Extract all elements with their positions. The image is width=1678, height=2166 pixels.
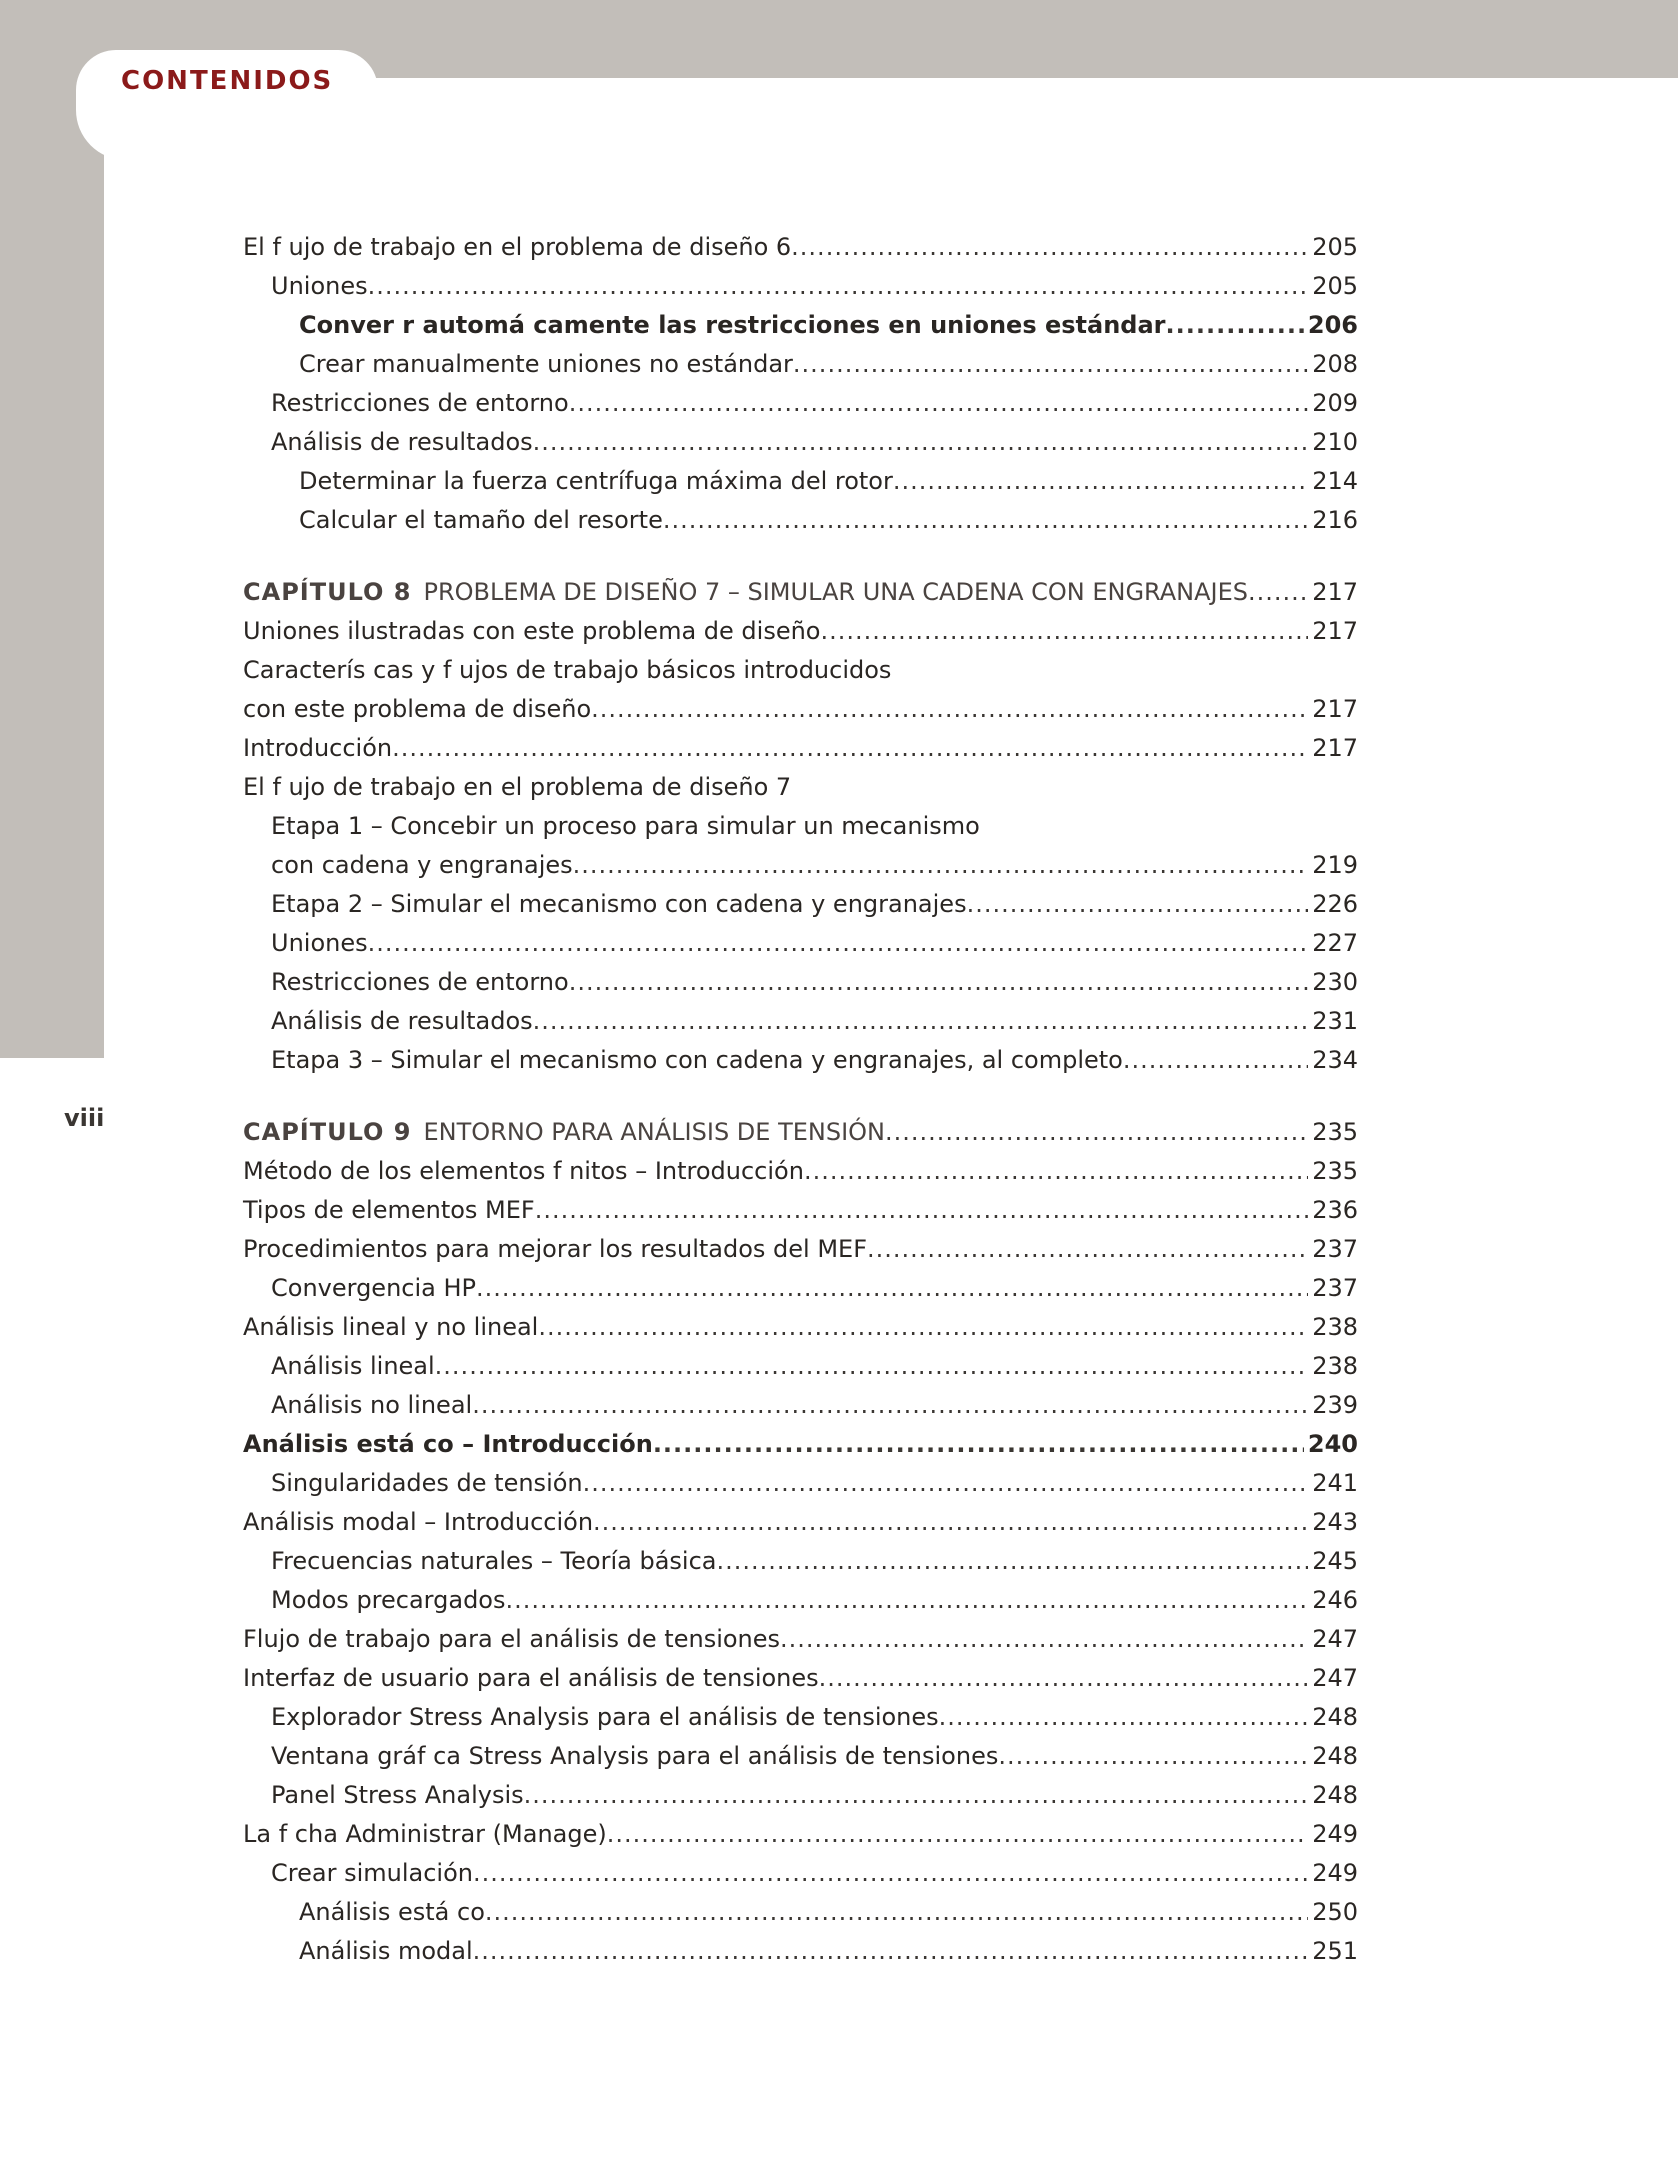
toc-entry-title: Determinar la fuerza centrífuga máxima del rotor	[299, 467, 893, 495]
dot-leader	[569, 384, 1308, 423]
dot-leader	[607, 1815, 1308, 1854]
page-number: viii	[64, 1104, 105, 1132]
toc-page-number: 230	[1312, 968, 1358, 996]
toc-page-number: 234	[1312, 1046, 1358, 1074]
toc-page-number: 235	[1312, 1118, 1358, 1146]
toc-entry-title: Flujo de trabajo para el análisis de tensiones	[243, 1625, 781, 1653]
toc-entry	[243, 345, 1358, 384]
toc-page-number: 245	[1312, 1547, 1358, 1575]
dot-leader	[368, 924, 1309, 963]
toc-page-number: 217	[1312, 578, 1358, 606]
dot-leader	[591, 690, 1308, 729]
toc-page-number: 206	[1307, 311, 1358, 339]
dot-leader	[867, 1230, 1308, 1269]
dot-leader	[506, 1581, 1309, 1620]
dot-leader	[583, 1464, 1309, 1503]
dot-leader	[967, 885, 1309, 924]
side-band	[0, 0, 104, 1058]
toc-entry-title: Crear simulación	[271, 1859, 473, 1887]
toc-entry-title: Análisis modal – Introducción	[243, 1508, 594, 1536]
toc-entry-title: Explorador Stress Analysis para el análisis de tensiones	[271, 1703, 939, 1731]
toc-entry-title: Etapa 2 – Simular el mecanismo con cadena y engranajes	[271, 890, 967, 918]
toc-page-number: 243	[1312, 1508, 1358, 1536]
toc-page-number: 217	[1312, 617, 1358, 645]
dot-leader	[939, 1698, 1309, 1737]
toc-entry-title: Ventana gráf ca Stress Analysis para el análisis de tensiones	[271, 1742, 999, 1770]
toc-entry-title	[243, 573, 1248, 612]
toc-page-number: 217	[1312, 734, 1358, 762]
toc-entry-title: Conver r automá camente las restricciones en uniones estándar	[299, 311, 1166, 339]
toc-page-number: 240	[1307, 1430, 1358, 1458]
dot-leader	[473, 1854, 1308, 1893]
toc-page-number: 208	[1312, 350, 1358, 378]
toc-entry	[243, 1308, 1358, 1347]
toc-entry	[243, 729, 1358, 768]
toc-entry	[243, 1581, 1358, 1620]
toc-entry-title: Etapa 3 – Simular el mecanismo con cadena y engranajes, al completo	[271, 1046, 1123, 1074]
chapter-title: ENTORNO PARA ANÁLISIS DE TENSIÓN	[423, 1118, 886, 1146]
toc-entry	[243, 1041, 1358, 1080]
toc-entry-title: Crear manualmente uniones no estándar	[299, 350, 793, 378]
toc-entry-title	[243, 1113, 885, 1152]
toc-entry	[243, 1659, 1358, 1698]
toc-entry	[243, 1542, 1358, 1581]
toc-page-number: 214	[1312, 467, 1358, 495]
dot-leader	[1248, 573, 1308, 612]
dot-leader	[820, 612, 1308, 651]
dot-leader	[524, 1776, 1309, 1815]
dot-leader	[593, 1503, 1308, 1542]
toc-page-number: 231	[1312, 1007, 1358, 1035]
toc-page-number: 248	[1312, 1703, 1358, 1731]
toc-page-number: 236	[1312, 1196, 1358, 1224]
toc-entry	[243, 1191, 1358, 1230]
toc-page-number: 235	[1312, 1157, 1358, 1185]
toc-entry	[243, 423, 1358, 462]
toc-entry	[243, 846, 1358, 885]
toc-page-number: 247	[1312, 1664, 1358, 1692]
dot-leader	[663, 501, 1308, 540]
toc-page-number: 237	[1312, 1235, 1358, 1263]
toc-entry-title: Panel Stress Analysis	[271, 1781, 524, 1809]
toc-entry-title: Uniones	[271, 272, 368, 300]
toc-entry	[243, 963, 1358, 1002]
toc-entry	[243, 768, 1358, 807]
toc-entry-title: Uniones	[271, 929, 368, 957]
dot-leader	[1166, 306, 1304, 345]
toc-entry	[243, 885, 1358, 924]
toc-entry	[243, 924, 1358, 963]
toc-page-number: 251	[1312, 1937, 1358, 1965]
toc-entry	[243, 267, 1358, 306]
toc-page-number: 239	[1312, 1391, 1358, 1419]
toc-page-number: 217	[1312, 695, 1358, 723]
toc-entry-title: Introducción	[243, 734, 393, 762]
toc-entry-title: Etapa 1 – Concebir un proceso para simular un mecanismo	[271, 812, 980, 840]
toc-entry	[243, 1347, 1358, 1386]
toc-page-number: 248	[1312, 1781, 1358, 1809]
toc-page-number: 248	[1312, 1742, 1358, 1770]
dot-leader	[998, 1737, 1308, 1776]
dot-leader	[569, 963, 1308, 1002]
toc-page-number: 250	[1312, 1898, 1358, 1926]
toc-entry	[243, 690, 1358, 729]
toc-entry	[243, 306, 1358, 345]
toc-entry-title: El f ujo de trabajo en el problema de diseño 6	[243, 233, 792, 261]
chapter-label: CAPÍTULO 8	[243, 578, 412, 606]
toc-entry-title: Análisis de resultados	[271, 1007, 533, 1035]
page-header-title: CONTENIDOS	[121, 66, 334, 96]
dot-leader	[791, 228, 1308, 267]
dot-leader	[472, 1386, 1308, 1425]
toc-entry-title: Análisis está co – Introducción	[243, 1430, 653, 1458]
dot-leader	[819, 1659, 1309, 1698]
toc-entry-title: Procedimientos para mejorar los resultados del MEF	[243, 1235, 868, 1263]
toc-page-number: 241	[1312, 1469, 1358, 1497]
toc-page-number: 219	[1312, 851, 1358, 879]
toc-entry	[243, 1386, 1358, 1425]
toc-page-number: 247	[1312, 1625, 1358, 1653]
toc-entry	[243, 1815, 1358, 1854]
toc-entry	[243, 807, 1358, 846]
toc-entry	[243, 1932, 1358, 1971]
dot-leader	[476, 1269, 1308, 1308]
toc-entry-title: Convergencia HP	[271, 1274, 476, 1302]
toc-entry-title: Modos precargados	[271, 1586, 506, 1614]
toc-entry-title: Análisis de resultados	[271, 428, 533, 456]
toc-entry	[243, 1503, 1358, 1542]
toc-page-number: 249	[1312, 1859, 1358, 1887]
toc-entry-title: Análisis lineal	[271, 1352, 435, 1380]
toc-entry	[243, 1737, 1358, 1776]
toc-entry-title: Análisis lineal y no lineal	[243, 1313, 539, 1341]
toc-page-number: 226	[1312, 890, 1358, 918]
dot-leader	[653, 1425, 1304, 1464]
toc-entry	[243, 1230, 1358, 1269]
toc-entry-title: con cadena y engranajes	[271, 851, 573, 879]
dot-leader	[716, 1542, 1308, 1581]
toc-page-number: 205	[1312, 272, 1358, 300]
toc-page-number: 210	[1312, 428, 1358, 456]
dot-leader	[780, 1620, 1308, 1659]
toc-entry-title: Uniones ilustradas con este problema de diseño	[243, 617, 821, 645]
toc-entry	[243, 462, 1358, 501]
toc-entry-title: Frecuencias naturales – Teoría básica	[271, 1547, 717, 1575]
toc-page-number: 209	[1312, 389, 1358, 417]
toc-entry-title: Análisis no lineal	[271, 1391, 473, 1419]
dot-leader	[535, 1191, 1308, 1230]
header-tab-fill	[104, 110, 384, 170]
toc-entry	[243, 1893, 1358, 1932]
toc-entry	[243, 1698, 1358, 1737]
dot-leader	[804, 1152, 1308, 1191]
dot-leader	[573, 846, 1309, 885]
toc-entry	[243, 228, 1358, 267]
toc-entry-title: Interfaz de usuario para el análisis de tensiones	[243, 1664, 819, 1692]
toc-entry-title: Tipos de elementos MEF	[243, 1196, 535, 1224]
toc-entry-title: Caracterís cas y f ujos de trabajo básicos introducidos	[243, 656, 892, 684]
toc-entry-title: Método de los elementos f nitos – Introducción	[243, 1157, 804, 1185]
dot-leader	[885, 1113, 1308, 1152]
toc-entry	[243, 1002, 1358, 1041]
toc-entry-title: El f ujo de trabajo en el problema de diseño 7	[243, 773, 792, 801]
dot-leader	[485, 1893, 1308, 1932]
toc-page-number: 249	[1312, 1820, 1358, 1848]
toc-page-number: 227	[1312, 929, 1358, 957]
toc-page-number: 238	[1312, 1313, 1358, 1341]
toc-entry	[243, 1854, 1358, 1893]
toc-entry	[243, 384, 1358, 423]
toc-entry-title: con este problema de diseño	[243, 695, 592, 723]
toc-entry-title: Restricciones de entorno	[271, 389, 569, 417]
toc-entry	[243, 1269, 1358, 1308]
toc-chapter-heading	[243, 1113, 1358, 1152]
toc-entry-title: Análisis está co	[299, 1898, 485, 1926]
dot-leader	[368, 267, 1309, 306]
toc-entry-title: Restricciones de entorno	[271, 968, 569, 996]
toc-entry-title: Análisis modal	[299, 1937, 473, 1965]
chapter-label: CAPÍTULO 9	[243, 1118, 412, 1146]
toc-entry	[243, 1152, 1358, 1191]
toc-entry-title: Singularidades de tensión	[271, 1469, 583, 1497]
toc-page-number: 246	[1312, 1586, 1358, 1614]
toc-entry	[243, 1620, 1358, 1659]
toc-page-number: 216	[1312, 506, 1358, 534]
toc-entry-title: La f cha Administrar (Manage)	[243, 1820, 607, 1848]
dot-leader	[893, 462, 1308, 501]
toc-entry	[243, 1776, 1358, 1815]
dot-leader	[473, 1932, 1309, 1971]
toc-page-number: 205	[1312, 233, 1358, 261]
dot-leader	[533, 423, 1309, 462]
toc-chapter-heading	[243, 573, 1358, 612]
dot-leader	[392, 729, 1308, 768]
dot-leader	[793, 345, 1308, 384]
chapter-title: PROBLEMA DE DISEÑO 7 – SIMULAR UNA CADENA CON ENGRANAJES	[423, 578, 1249, 606]
toc-page-number: 238	[1312, 1352, 1358, 1380]
dot-leader	[1123, 1041, 1308, 1080]
toc-entry-title: Calcular el tamaño del resorte	[299, 506, 663, 534]
dot-leader	[538, 1308, 1308, 1347]
toc-entry	[243, 1425, 1358, 1464]
toc-page-number: 237	[1312, 1274, 1358, 1302]
toc-entry	[243, 1464, 1358, 1503]
toc-entry	[243, 501, 1358, 540]
dot-leader	[533, 1002, 1309, 1041]
toc-entry	[243, 651, 1358, 690]
toc-entry	[243, 612, 1358, 651]
dot-leader	[435, 1347, 1309, 1386]
